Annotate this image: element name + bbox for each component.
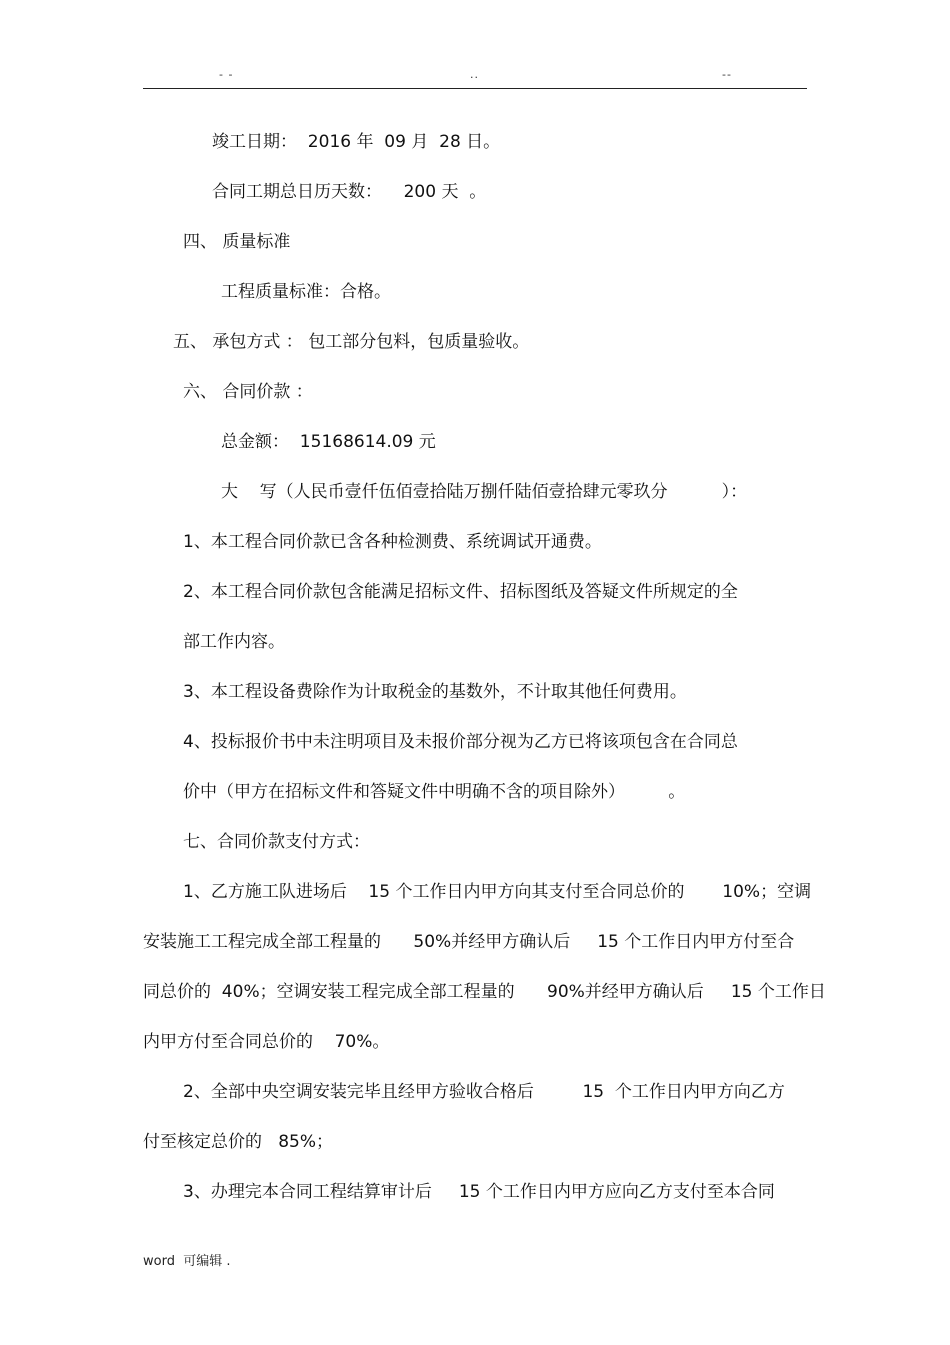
section-contracting-line: 五、 承包方式 ： 包工部分包料，包质量验收。: [173, 332, 530, 352]
payment-item-3: 3、办理完本合同工程结算审计后 15 个工作日内甲方应向乙方支付至本合同: [183, 1182, 775, 1202]
header-center-mark: ..: [470, 68, 479, 81]
payment-item-1: 1、乙方施工队进场后 15 个工作日内甲方向其支付至合同总价的 10%；空调: [183, 882, 812, 902]
price-item-4-continued: 价中（甲方在招标文件和答疑文件中明确不含的项目除外） 。: [183, 782, 686, 802]
price-item-4: 4、投标报价书中未注明项目及未报价部分视为乙方已将该项包含在合同总: [183, 732, 738, 752]
header-right-mark: --: [722, 68, 732, 81]
total-amount-line: 总金额： 15168614.09 元: [221, 432, 436, 452]
section-quality-heading: 四、 质量标准: [183, 232, 291, 252]
completion-date-line: 竣工日期： 2016 年 09 月 28 日。: [212, 132, 501, 152]
quality-standard-line: 工程质量标准：合格。: [221, 282, 391, 302]
payment-item-1-line-4: 内甲方付至合同总价的 70%。: [143, 1032, 390, 1052]
header-rule: [143, 88, 807, 89]
section-price-heading: 六、 合同价款 ：: [183, 382, 313, 402]
contract-duration-line: 合同工期总日历天数： 200 天 。: [212, 182, 487, 202]
amount-in-words-line: 大 写（人民币壹仟伍佰壹拾陆万捌仟陆佰壹拾肆元零玖分 ）：: [221, 482, 748, 502]
price-item-1: 1、本工程合同价款已含各种检测费、系统调试开通费。: [183, 532, 602, 552]
header-left-mark: - -: [219, 68, 234, 81]
payment-item-1-line-3: 同总价的 40%；空调安装工程完成全部工程量的 90%并经甲方确认后 15 个工作日: [143, 982, 826, 1002]
price-item-2: 2、本工程合同价款包含能满足招标文件、招标图纸及答疑文件所规定的全: [183, 582, 738, 602]
footer-note: word 可编辑 .: [143, 1254, 231, 1269]
section-payment-heading: 七、合同价款支付方式：: [183, 832, 370, 852]
payment-item-2: 2、全部中央空调安装完毕且经甲方验收合格后 15 个工作日内甲方向乙方: [183, 1082, 785, 1102]
price-item-3: 3、本工程设备费除作为计取税金的基数外，不计取其他任何费用。: [183, 682, 687, 702]
price-item-2-continued: 部工作内容。: [183, 632, 285, 652]
payment-item-2-continued: 付至核定总价的 85%；: [143, 1132, 333, 1152]
payment-item-1-line-2: 安装施工工程完成全部工程量的 50%并经甲方确认后 15 个工作日内甲方付至合: [143, 932, 795, 952]
